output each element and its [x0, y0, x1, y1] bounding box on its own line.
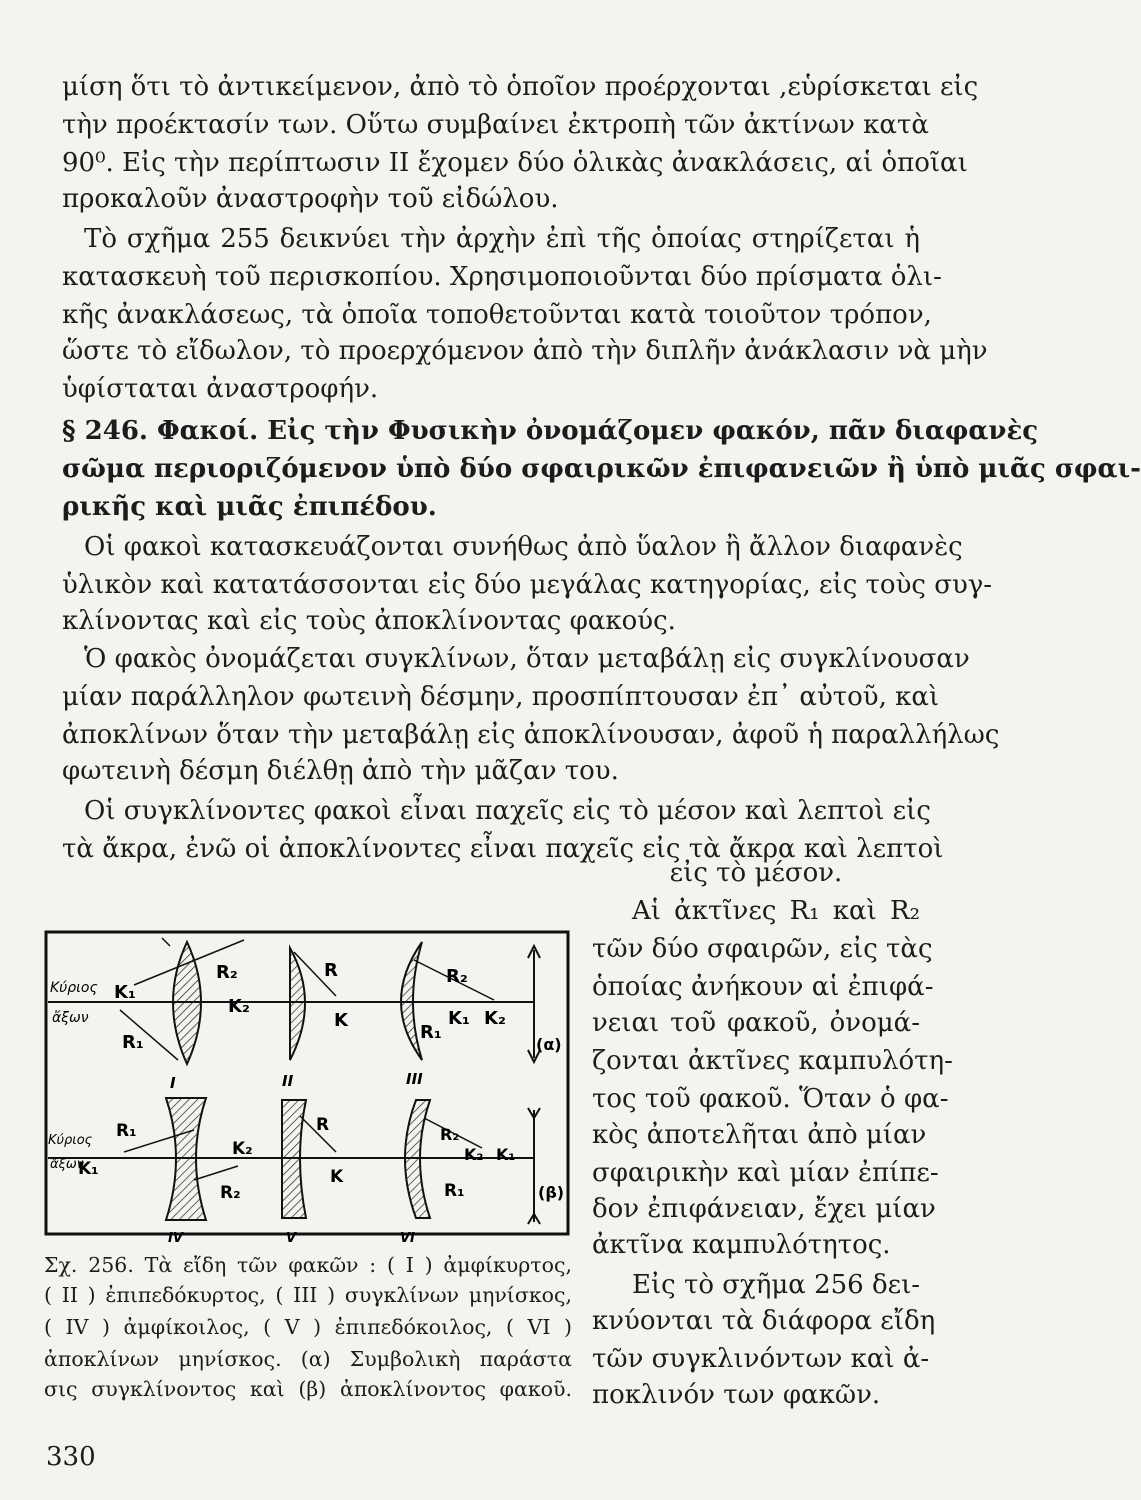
- figure-caption: Σχ. 256. Τὰ εἴδη τῶν φακῶν : ( Ι ) ἀμφίκυρτος,: [44, 1253, 572, 1277]
- text-line: τῶν συγκλινόντων καὶ ἀ-: [592, 1344, 930, 1374]
- text-line: ὥστε τὸ εἴδωλον, τὸ προερχόμενον ἀπὸ τὴν διπλῆν ἀνάκλασιν νὰ μὴν: [62, 336, 988, 366]
- radius-label: R: [316, 1115, 330, 1135]
- text-line: τὴν προέκτασίν των. Οὕτω συμβαίνει ἐκτροπὴ τῶν ἀκτίνων κατὰ: [62, 110, 929, 140]
- plano-convex-lens: [290, 948, 305, 1060]
- text-line: κῆς ἀνακλάσεως, τὰ ὁποῖα τοποθετοῦνται κατὰ τοιοῦτον τρόπον,: [62, 300, 932, 330]
- text-line: ρικῆς καὶ μιᾶς ἐπιπέδου.: [62, 492, 437, 522]
- text-line: τος τοῦ φακοῦ. Ὅταν ὁ φα-: [592, 1084, 949, 1114]
- figure-caption: ἀποκλίνων μηνίσκος. (α) Συμβολικὴ παράστα: [44, 1347, 572, 1371]
- symbol-label: (α): [536, 1035, 562, 1054]
- text-line: ὑλικὸν καὶ κατατάσσονται εἰς δύο μεγάλας κατηγορίας, εἰς τοὺς συγ-: [62, 570, 993, 600]
- text-line: Αἱ ἀκτῖνες R₁ καὶ R₂: [632, 896, 920, 926]
- text-line: νειαι τοῦ φακοῦ, ὀνομά-: [592, 1008, 920, 1038]
- text-line: προκαλοῦν ἀναστροφὴν τοῦ εἰδώλου.: [62, 184, 559, 214]
- axis-label: ἄξων: [52, 1010, 89, 1026]
- text-line: ζονται ἀκτῖνες καμπυλότη-: [592, 1046, 953, 1076]
- radius-label: R₂: [220, 1183, 241, 1203]
- text-line: ὑφίσταται ἀναστροφήν.: [62, 374, 379, 404]
- tick-mark: [162, 938, 170, 946]
- lens-number: V: [286, 1231, 297, 1246]
- axis-label: ἄξων: [50, 1157, 84, 1172]
- text-line: Εἰς τὸ σχῆμα 256 δει-: [632, 1270, 921, 1300]
- text-line: ἀκτῖνα καμπυλότητος.: [592, 1230, 891, 1260]
- point-label: K₂: [228, 996, 250, 1017]
- point-label: K₂: [484, 1008, 506, 1029]
- text-line: Οἱ φακοὶ κατασκευάζονται συνήθως ἀπὸ ὕαλον ἢ ἄλλον διαφανὲς: [84, 532, 963, 562]
- text-line: τὰ ἄκρα, ἐνῶ οἱ ἀποκλίνοντες εἶναι παχεῖς εἰς τὰ ἄκρα καὶ λεπτοὶ: [62, 834, 944, 864]
- point-label: K₂: [232, 1139, 253, 1159]
- point-label: K₂: [464, 1145, 484, 1164]
- section-heading: § 246. Φακοί. Εἰς τὴν Φυσικὴν ὀνομάζομεν φακόν, πᾶν διαφανὲς: [62, 416, 1039, 446]
- lens-number: II: [282, 1072, 294, 1090]
- text-line: κνύονται τὰ διάφορα εἴδη: [592, 1306, 936, 1336]
- radius-label: R: [324, 960, 338, 981]
- text-line: φωτεινὴ δέσμη διέλθῃ ἀπὸ τὴν μᾶζαν του.: [62, 756, 619, 786]
- point-label: K: [330, 1167, 344, 1187]
- radius-label: R₁: [116, 1121, 137, 1141]
- text-line: κλίνοντας καὶ εἰς τοὺς ἀποκλίνοντας φακούς.: [62, 606, 676, 636]
- radius-label: R₂: [446, 966, 468, 987]
- lens-number: VI: [400, 1231, 415, 1246]
- figure-caption: ( ΙV ) ἀμφίκοιλος, ( V ) ἐπιπεδόκοιλος, ( VΙ ): [44, 1315, 572, 1339]
- point-label: K: [334, 1010, 348, 1031]
- text-line: κὸς ἀποτελῆται ἀπὸ μίαν: [592, 1120, 927, 1150]
- point-label: K₁: [78, 1159, 99, 1179]
- text-line: ἀποκλίνων ὅταν τὴν μεταβάλῃ εἰς ἀποκλίνουσαν, ἀφοῦ ἡ παραλλήλως: [62, 720, 1000, 750]
- text-line: σῶμα περιοριζόμενον ὑπὸ δύο σφαιρικῶν ἐπιφανειῶν ἢ ὑπὸ μιᾶς σφαι-: [62, 454, 1141, 484]
- text-line: Ὁ φακὸς ὀνομάζεται συγκλίνων, ὅταν μεταβάλῃ εἰς συγκλίνουσαν: [84, 644, 970, 674]
- radius-label: R₁: [420, 1022, 442, 1043]
- text-line: εἰς τὸ μέσον.: [669, 858, 843, 888]
- point-label: K₁: [114, 982, 136, 1003]
- text-line: σφαιρικὴν καὶ μίαν ἐπίπε-: [592, 1158, 939, 1188]
- text-line: δον ἐπιφάνειαν, ἔχει μίαν: [592, 1194, 936, 1224]
- page-number: 330: [46, 1442, 96, 1472]
- text-line: 90⁰. Εἰς τὴν περίπτωσιν ΙΙ ἔχομεν δύο ὁλικὰς ἀνακλάσεις, αἱ ὁποῖαι: [62, 148, 968, 178]
- figure-caption: σις συγκλίνοντος καὶ (β) ἀποκλίνοντος φακοῦ.: [44, 1377, 572, 1401]
- axis-label: Κύριος: [48, 1133, 93, 1148]
- point-label: K₁: [496, 1145, 516, 1164]
- text-line: Οἱ συγκλίνοντες φακοὶ εἶναι παχεῖς εἰς τὸ μέσον καὶ λεπτοὶ εἰς: [84, 796, 931, 826]
- lens-diagram: [44, 930, 570, 1246]
- lens-number: III: [406, 1070, 423, 1088]
- text-line: τῶν δύο σφαιρῶν, εἰς τὰς: [592, 934, 933, 964]
- symbol-label: (β): [538, 1183, 565, 1202]
- axis-label: Κύριος: [50, 980, 98, 996]
- radius-label: R₂: [216, 962, 238, 983]
- text-line: Τὸ σχῆμα 255 δεικνύει τὴν ἀρχὴν ἐπὶ τῆς ὁποίας στηρίζεται ἡ: [84, 224, 920, 254]
- text-line: ποκλινόν των φακῶν.: [592, 1380, 881, 1410]
- radius-label: R₁: [122, 1032, 144, 1053]
- radius-label: R₂: [440, 1125, 460, 1144]
- lens-figure: [44, 930, 570, 1246]
- radius-line: [194, 1166, 238, 1180]
- figure-frame: [46, 932, 568, 1234]
- biconvex-lens: [173, 942, 201, 1064]
- text-line: μίαν παράλληλον φωτεινὴ δέσμην, προσπίπτουσαν ἐπ᾽ αὐτοῦ, καὶ: [62, 682, 940, 712]
- text-line: μίση ὅτι τὸ ἀντικείμενον, ἀπὸ τὸ ὁποῖον προέρχονται ,εὑρίσκεται εἰς: [62, 72, 979, 102]
- point-label: K₁: [448, 1008, 470, 1029]
- text-line: κατασκευὴ τοῦ περισκοπίου. Χρησιμοποιοῦνται δύο πρίσματα ὁλι-: [62, 262, 942, 292]
- lens-number: IV: [168, 1231, 183, 1246]
- text-line: ὁποίας ἀνήκουν αἱ ἐπιφά-: [592, 972, 934, 1002]
- radius-label: R₁: [444, 1181, 465, 1201]
- lens-number: I: [170, 1074, 176, 1092]
- figure-caption: ( ΙΙ ) ἐπιπεδόκυρτος, ( ΙΙΙ ) συγκλίνων μηνίσκος,: [44, 1283, 572, 1307]
